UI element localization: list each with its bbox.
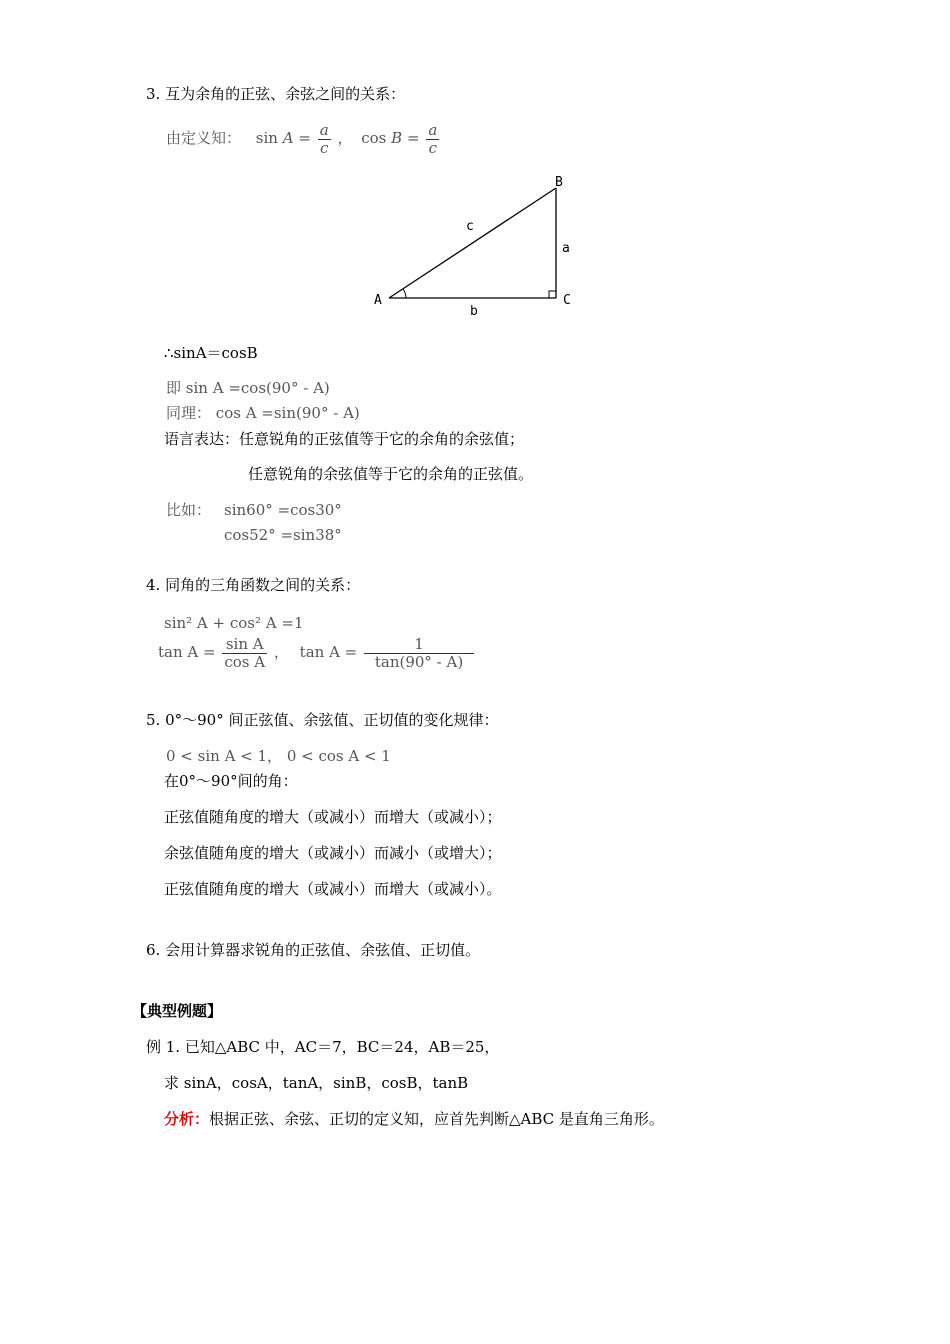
therefore-line: ∴sinA＝cosB bbox=[164, 344, 258, 362]
language-line-1 bbox=[164, 430, 524, 448]
numerator-1: 1 bbox=[364, 636, 474, 654]
definition-line bbox=[166, 122, 441, 156]
section-4-heading: 4. 同角的三角函数之间的关系： bbox=[146, 576, 361, 594]
language-statement-1: 任意锐角的正弦值等于它的余角的余弦值； bbox=[239, 430, 525, 448]
side-a-label: a bbox=[562, 241, 570, 256]
fraction-a-over-c bbox=[318, 122, 331, 156]
tongli-expression: cos A =sin(90° - A) bbox=[215, 404, 360, 422]
ji-expression: sin A =cos(90° - A) bbox=[185, 379, 330, 397]
ji-prefix: 即 bbox=[166, 379, 182, 397]
right-angle-mark bbox=[549, 291, 556, 298]
sin-label: sin bbox=[255, 129, 278, 147]
language-statement-2: 任意锐角的余弦值等于它的余角的正弦值。 bbox=[248, 465, 534, 483]
section-6-heading: 6. 会用计算器求锐角的正弦值、余弦值、正切值。 bbox=[146, 941, 481, 959]
fraction-sin-over-cos bbox=[222, 636, 267, 670]
inequality-line: 0 < sin A < 1， 0 < cos A < 1 bbox=[166, 747, 391, 765]
tan2-lhs: tan A = bbox=[299, 643, 358, 661]
angle-a-symbol: A bbox=[282, 129, 294, 147]
analysis-line bbox=[164, 1110, 664, 1128]
rule-3: 正弦值随角度的增大（或减小）而增大（或减小）。 bbox=[164, 880, 502, 898]
cos-label: cos bbox=[361, 129, 387, 147]
definition-prefix: 由定义知： bbox=[166, 129, 242, 147]
section-3-heading: 3. 互为余角的正弦、余弦之间的关系： bbox=[146, 85, 406, 103]
example-2: cos52° =sin38° bbox=[224, 526, 342, 544]
tan-lhs: tan A = bbox=[158, 643, 216, 661]
example-1-statement: 例 1. 已知△ABC 中，AC＝7，BC＝24，AB＝25， bbox=[146, 1038, 500, 1056]
typical-examples-title: 【典型例题】 bbox=[132, 1002, 223, 1020]
analysis-text: 根据正弦、余弦、正切的定义知，应首先判断△ABC 是直角三角形。 bbox=[209, 1110, 664, 1128]
side-b-label: b bbox=[470, 304, 478, 319]
pythagorean-identity: sin² A + cos² A =1 bbox=[164, 614, 304, 632]
angle-b-symbol: B bbox=[391, 129, 403, 147]
vertex-a-label: A bbox=[374, 293, 382, 308]
section-5-heading: 5. 0°～90° 间正弦值、余弦值、正切值的变化规律： bbox=[146, 711, 499, 729]
language-prefix: 语言表达： bbox=[164, 430, 240, 448]
separator: ， bbox=[273, 643, 289, 661]
vertex-c-label: C bbox=[563, 293, 571, 308]
equals-sign-2: = bbox=[406, 129, 420, 147]
fraction-1-over-tan bbox=[364, 636, 474, 670]
denominator-cos: cos A bbox=[224, 652, 266, 671]
denominator-c: c bbox=[319, 138, 329, 157]
rule-2: 余弦值随角度的增大（或减小）而减小（或增大）； bbox=[164, 844, 502, 862]
comma: ， bbox=[337, 129, 353, 147]
angle-range-line: 在0°～90°间的角： bbox=[164, 772, 298, 790]
numerator-sin: sin A bbox=[222, 636, 267, 654]
tan-relations bbox=[158, 636, 476, 670]
fraction-a-over-c-2 bbox=[426, 122, 439, 156]
ji-line bbox=[166, 379, 330, 397]
angle-a-arc bbox=[403, 289, 406, 298]
example-1-question: 求 sinA，cosA，tanA，sinB，cosB，tanB bbox=[164, 1074, 469, 1092]
hypotenuse-c bbox=[389, 188, 556, 298]
tongli-prefix: 同理： bbox=[166, 404, 212, 422]
numerator-a: a bbox=[319, 121, 329, 139]
tongli-line bbox=[166, 404, 360, 422]
rule-1: 正弦值随角度的增大（或减小）而增大（或减小）； bbox=[164, 808, 502, 826]
denominator-c-2: c bbox=[428, 138, 438, 157]
analysis-label: 分析： bbox=[164, 1110, 210, 1128]
vertex-b-label: B bbox=[555, 175, 563, 190]
right-triangle-diagram bbox=[365, 170, 585, 320]
example-1: sin60° =cos30° bbox=[224, 501, 342, 519]
example-prefix: 比如： bbox=[166, 501, 212, 519]
denominator-tan: tan(90° - A) bbox=[374, 652, 464, 671]
side-c-label: c bbox=[466, 219, 474, 234]
numerator-a-2: a bbox=[428, 121, 438, 139]
equals-sign: = bbox=[298, 129, 311, 147]
